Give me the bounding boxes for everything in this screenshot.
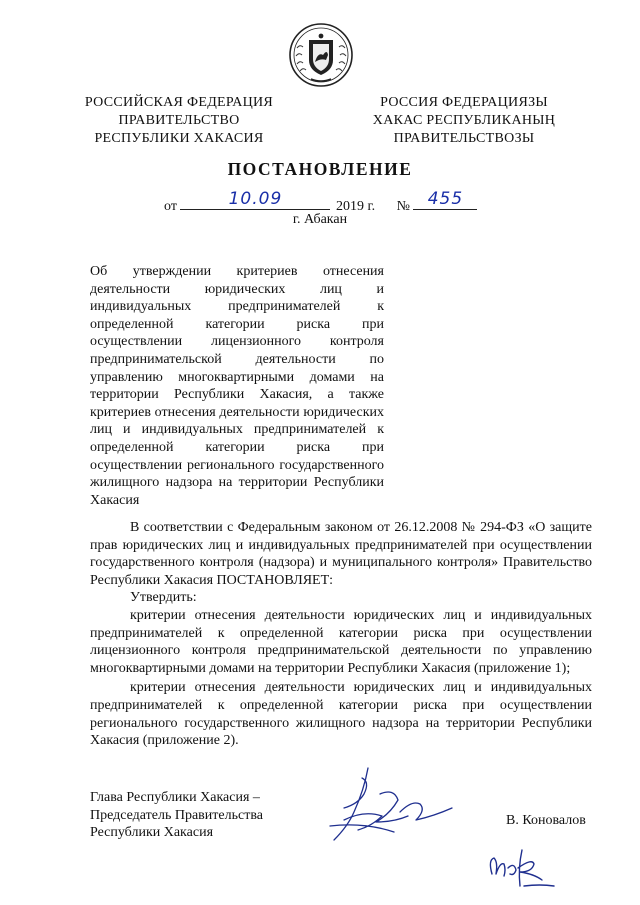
header-right-line: ХАКАС РЕСПУБЛИКАНЫҢ [372,113,556,128]
approve-paragraph: Утвердить: [130,590,197,606]
header-left-russian [84,94,274,148]
city-label: г. Абакан [292,212,348,227]
handwritten-signature [324,760,464,848]
header-left-line: РОССИЙСКАЯ ФЕДЕРАЦИЯ [84,95,274,110]
number-handwritten: 455 [427,189,464,209]
subject-paragraph: Об утверждении критериев отнесения деятельности юридических лиц и индивидуальных предпринимателей к определенной категории риска при осуществлении лицензионного контроля предпринимательской деятельности по управлению многоквартирными домами на территории Республики Хакасия, а также критериев отнесения деятельности юридических лиц и индивидуальных предпринимателей к определенной категории риска при осуществлении регионального государственного жилищного надзора на территории Республики Хакасия [90,264,384,508]
number-label: № [396,199,410,214]
header-left-line: ПРАВИТЕЛЬСТВО [118,113,240,128]
header-left-line: РЕСПУБЛИКИ ХАКАСИЯ [94,131,264,146]
number-field [413,189,477,210]
coat-of-arms-emblem [287,22,355,88]
document-title: ПОСТАНОВЛЕНИЕ [227,159,413,179]
header-right-khakas [366,94,562,148]
document-body [90,519,592,750]
handwritten-initials [484,840,556,892]
date-prefix: от [164,199,177,214]
date-handwritten: 10.09 [228,189,283,209]
signatory-position-line: Председатель Правительства [90,807,263,823]
year-label: 2019 г. [335,199,376,214]
signatory-name: В. Коновалов [506,813,586,828]
item-1-paragraph: критерии отнесения деятельности юридических лиц и индивидуальных предпринимателей к определенной категории риска при осуществлении лицензионного контроля предпринимательской деятельности по управлению многоквартирными домами на территории Республики Хакасия (приложение 1); [90,607,592,676]
header-right-line: ПРАВИТЕЛЬСТВОЗЫ [393,131,535,146]
preamble-paragraph: В соответствии с Федеральным законом от 26.12.2008 № 294-ФЗ «О защите прав юридических лиц и индивидуальных предпринимателей при осуществлении государственного контроля (надзора) и муниципального контроля» Правительство Республики Хакасия ПОСТАНОВЛЯЕТ: [90,520,592,588]
date-field [180,189,330,210]
signatory-position-line: Глава Республики Хакасия – [90,790,260,805]
header-right-line: РОССИЯ ФЕДЕРАЦИЯЗЫ [380,95,548,110]
signatory-position-line: Республики Хакасия [90,825,214,841]
signatory-position [90,789,263,842]
item-2-paragraph: критерии отнесения деятельности юридических лиц и индивидуальных предпринимателей к определенной категории риска при осуществлении регионального государственного жилищного надзора на территории Республики Хакасия (приложение 2). [90,680,592,749]
